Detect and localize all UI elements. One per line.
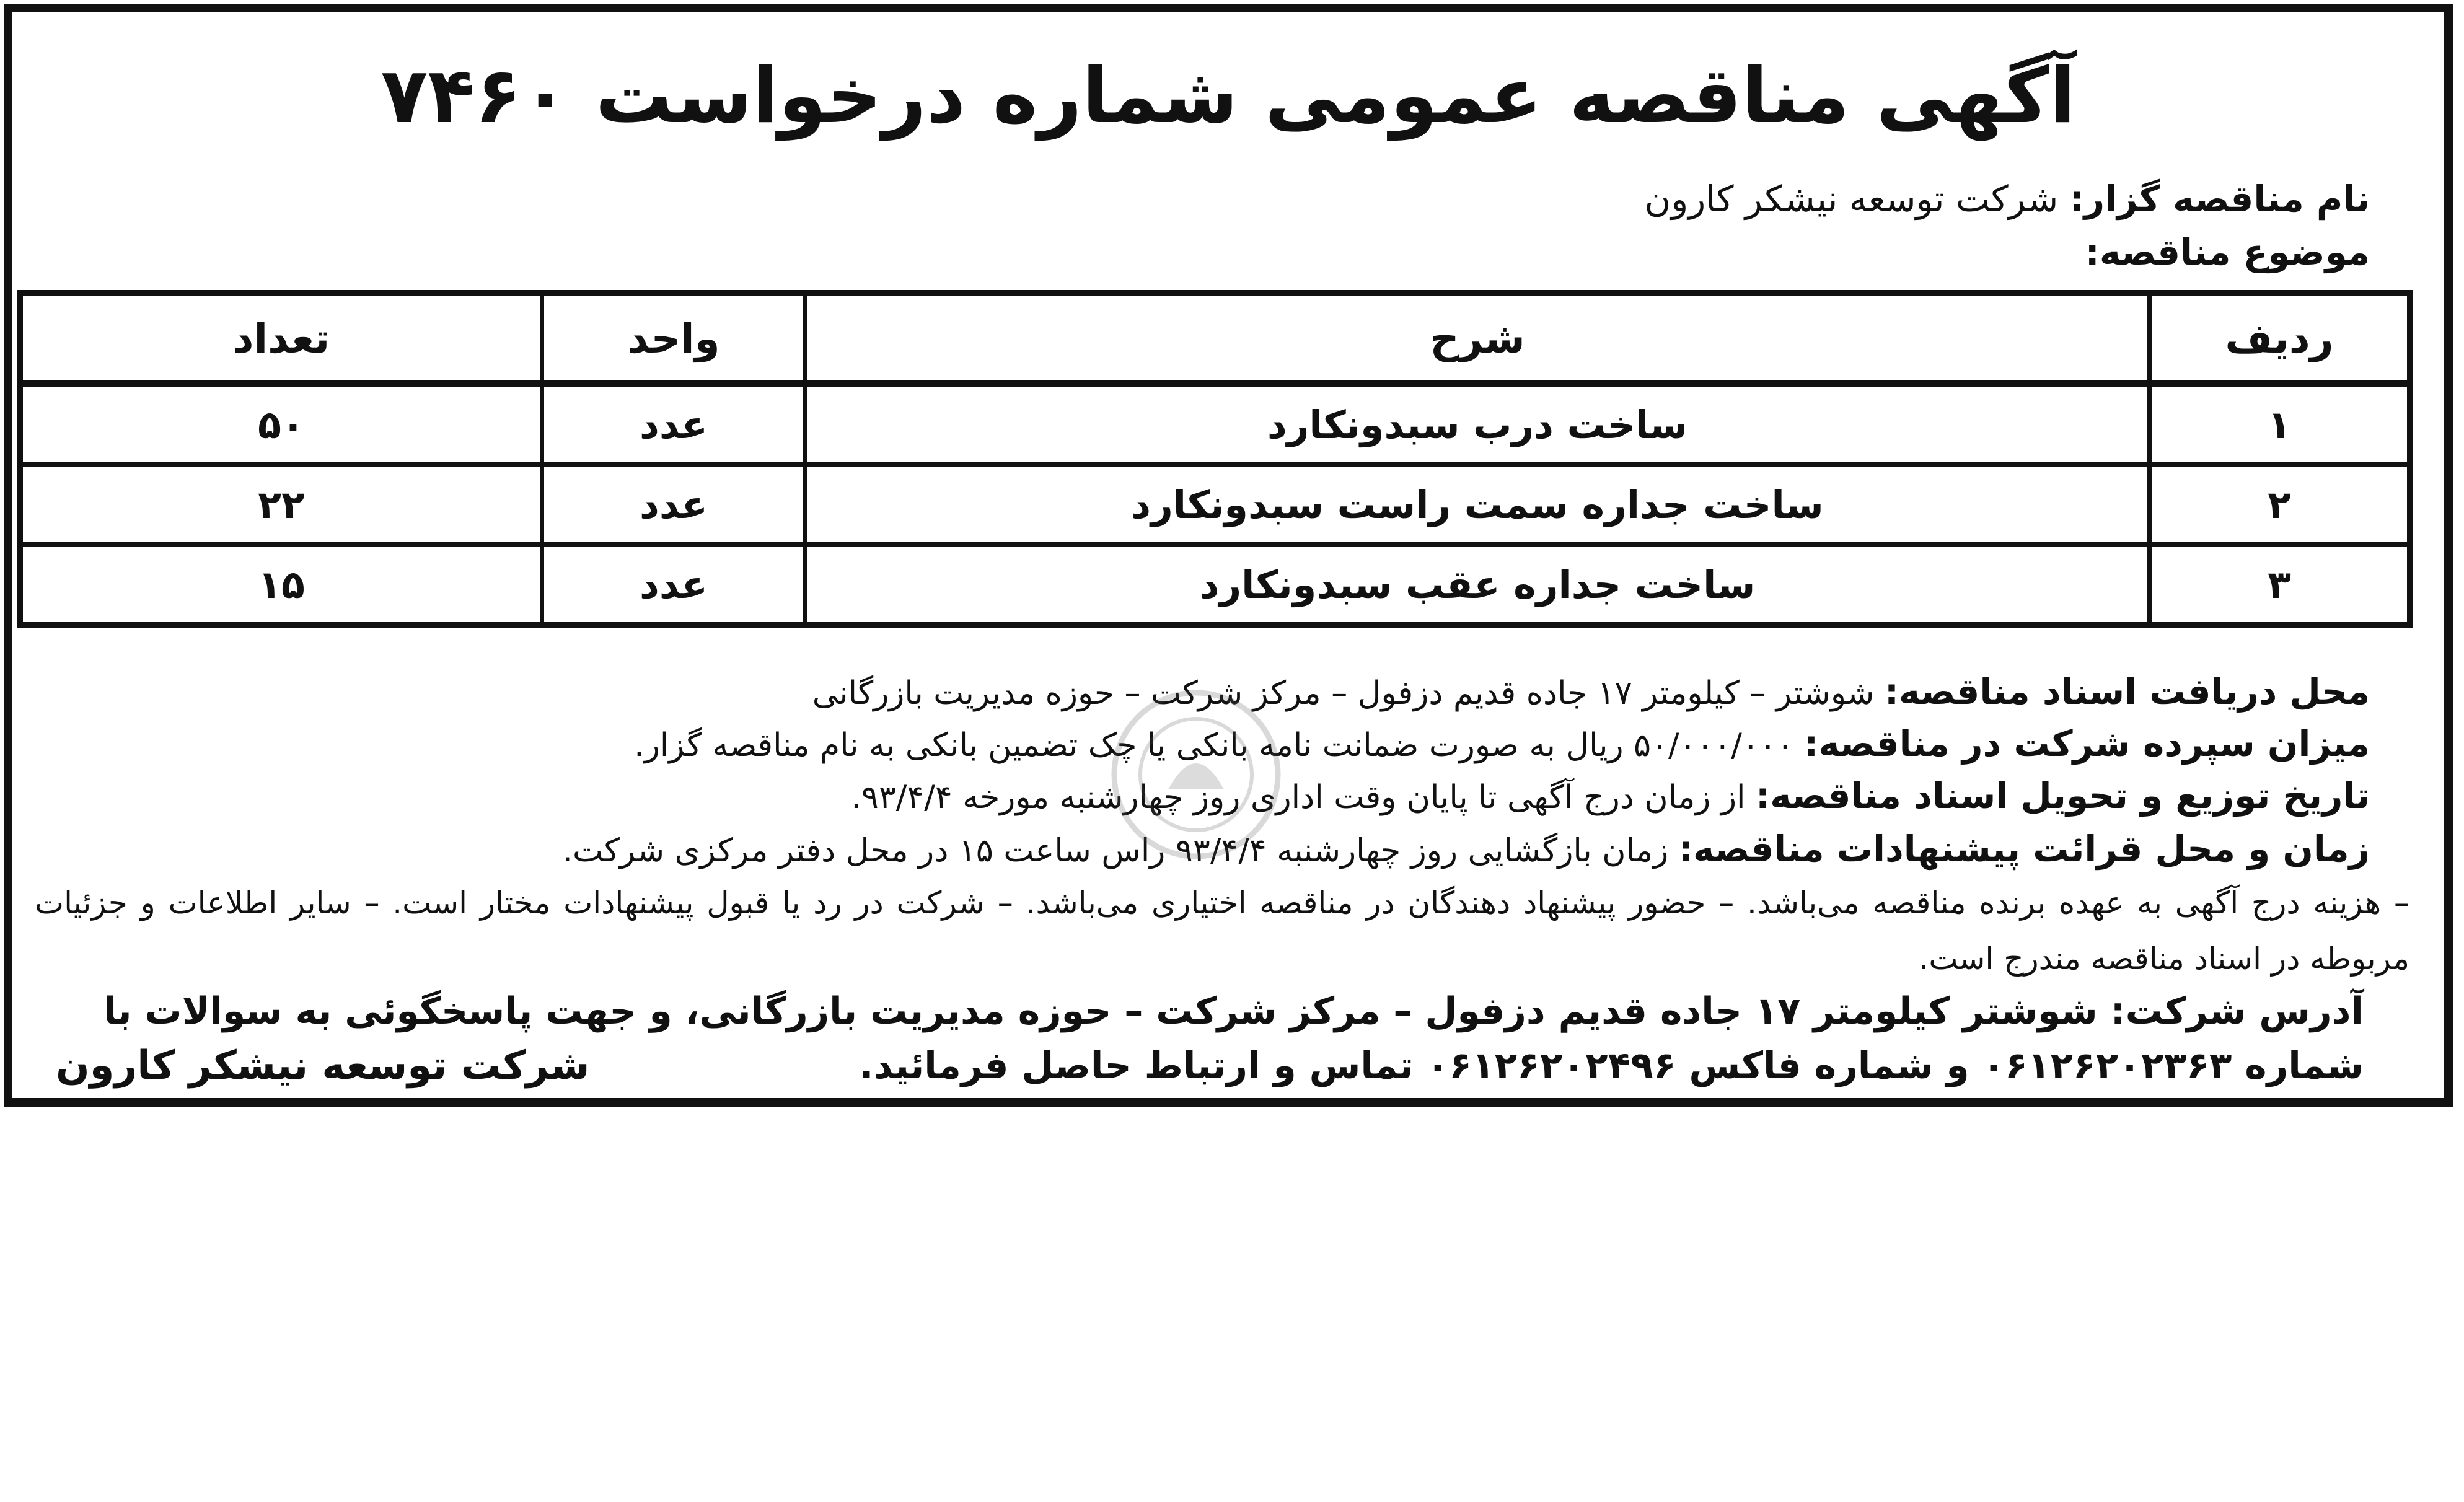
notice-title: آگهی مناقصه عمومی شماره درخواست ۷۴۶۰	[381, 51, 2076, 141]
cell-row-number: ۳	[2147, 547, 2407, 622]
cell-row-number: ۱	[2147, 387, 2407, 467]
distribution-date-line	[851, 771, 2370, 822]
cell-description: ساخت درب سبدونکارد	[803, 387, 2147, 467]
receive-documents-value: شوشتر – کیلومتر ۱۷ جاده قدیم دزفول – مرکز شرکت – حوزه مدیریت بازرگانی	[812, 675, 1875, 712]
table-row	[23, 547, 2407, 622]
table-row	[23, 387, 2407, 467]
cell-unit: عدد	[540, 547, 803, 622]
cell-description: ساخت جداره عقب سبدونکارد	[803, 547, 2147, 622]
deposit-value: ۵۰/۰۰۰/۰۰۰ ریال به صورت ضمانت نامه بانکی یا چک تضمین بانکی به نام مناقصه گزار.	[634, 727, 1794, 764]
cell-quantity: ۱۵	[258, 561, 305, 607]
header-quantity: تعداد	[23, 296, 540, 387]
deposit-line	[634, 719, 2370, 770]
cell-quantity: ۵۰	[23, 387, 540, 467]
cell-unit: عدد	[540, 467, 803, 547]
table-header-row	[23, 296, 2407, 387]
organizer-label: نام مناقصه گزار:	[2069, 178, 2370, 220]
opening-value: زمان بازگشایی روز چهارشنبه ۹۳/۴/۴ راس ساعت ۱۵ در محل دفتر مرکزی شرکت.	[562, 832, 1669, 869]
header-description: شرح	[803, 296, 2147, 387]
cell-description: ساخت جداره سمت راست سبدونکارد	[803, 467, 2147, 547]
cell-unit: عدد	[540, 387, 803, 467]
table-row	[23, 467, 2407, 547]
deposit-label: میزان سپرده شرکت در مناقصه:	[1804, 722, 2370, 765]
organizer-line	[1645, 176, 2370, 222]
cell-row-number: ۲	[2147, 467, 2407, 547]
organizer-value: شرکت توسعه نیشکر کارون	[1644, 178, 2059, 220]
company-address: آدرس شرکت: شوشتر کیلومتر ۱۷ جاده قدیم دزفول – مرکز شرکت – حوزه مدیریت بازرگانی، و جهت پاسخگوئی به سوالات با شماره ۰۶۱۲۶۲۰۲۳۶۳ و شماره فاکس ۰۶۱۲۶۲۰۲۴۹۶ تماس و ارتباط حاصل فرمائید.	[103, 990, 2364, 1087]
opening-label: زمان و محل قرائت پیشنهادات مناقصه:	[1678, 828, 2370, 870]
tender-notice	[4, 4, 2453, 1107]
notes-paragraph: – هزینه درج آگهی به عهده برنده مناقصه می‌باشد. – حضور پیشنهاد دهندگان در مناقصه اختیاری می‌باشد. – شرکت در رد یا قبول پیشنهادات مختار است. – سایر اطلاعات و جزئیات مربوطه در اسناد مناقصه مندرج است.	[35, 885, 2409, 977]
header-unit: واحد	[540, 296, 803, 387]
distribution-date-value: از زمان درج آگهی تا پایان وقت اداری روز چهارشنبه مورخه ۹۳/۴/۴.	[851, 779, 1746, 816]
receive-documents-line	[812, 667, 2370, 718]
company-signature: شرکت توسعه نیشکر کارون	[56, 1043, 590, 1089]
items-table	[17, 290, 2413, 628]
opening-line	[563, 824, 2370, 876]
distribution-date-label: تاریخ توزیع و تحویل اسناد مناقصه:	[1756, 775, 2370, 817]
header-row-number: ردیف	[2147, 296, 2407, 387]
subject-label: موضوع مناقصه:	[2085, 231, 2370, 273]
subject-line	[2085, 229, 2370, 275]
cell-quantity: ۲۲	[23, 467, 540, 547]
receive-documents-label: محل دریافت اسناد مناقصه:	[1884, 670, 2370, 713]
